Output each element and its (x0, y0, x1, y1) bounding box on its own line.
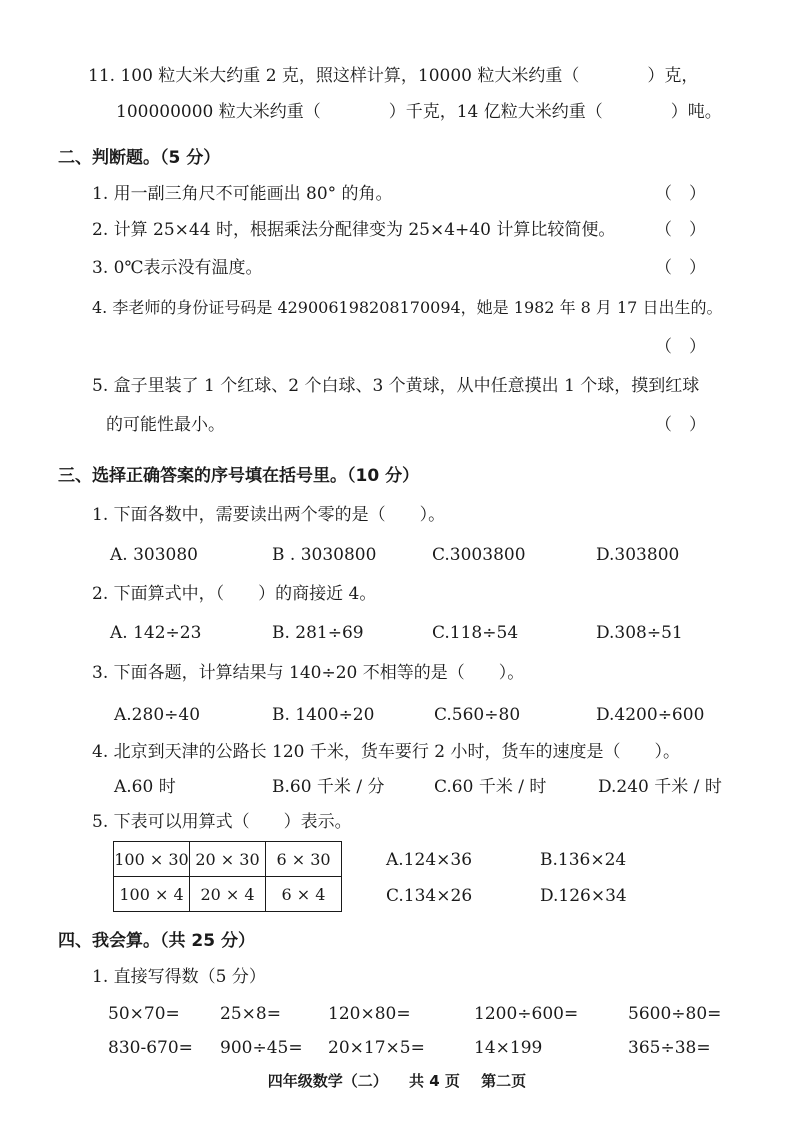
choice-q2-option-a[interactable]: A. 142÷23 (110, 623, 202, 643)
answer-paren-3[interactable]: （ ） (655, 258, 706, 278)
choice-q2-stem: 2. 下面算式中，（ ）的商接近 4。 (92, 584, 377, 604)
judge-item-4: 4. 李老师的身份证号码是 429006198208170094，她是 1982 年 8 月 17 日出生的。 (92, 298, 723, 317)
footer-page-number: 第二页 (481, 1072, 527, 1090)
choice-q4-option-c[interactable]: C.60 千米 / 时 (434, 777, 547, 797)
judge-item-5: 5. 盒子里装了 1 个红球、2 个白球、3 个黄球，从中任意摸出 1 个球，摸到红球 (92, 376, 700, 396)
choice-q4-option-d[interactable]: D.240 千米 / 时 (598, 777, 722, 797)
calc-item[interactable]: 14×199 (474, 1038, 543, 1058)
judge-item-3: 3. 0℃表示没有温度。 (92, 258, 263, 278)
footer-title: 四年级数学（二） (267, 1072, 388, 1090)
table-cell: 6 × 4 (266, 877, 342, 912)
choice-q3-option-a[interactable]: A.280÷40 (114, 705, 201, 725)
calc-item[interactable]: 900÷45= (220, 1038, 303, 1058)
choice-q5-option-a[interactable]: A.124×36 (386, 850, 473, 870)
page-footer (0, 1070, 794, 1091)
choice-q2-option-b[interactable]: B. 281÷69 (272, 623, 364, 643)
answer-paren-2[interactable]: （ ） (655, 220, 706, 240)
section-3-heading: 三、选择正确答案的序号填在括号里。（10 分） (58, 466, 420, 486)
choice-q5-option-c[interactable]: C.134×26 (386, 886, 473, 906)
choice-q5-stem: 5. 下表可以用算式（ ）表示。 (92, 812, 352, 832)
table-row (114, 877, 342, 912)
choice-q5-option-d[interactable]: D.126×34 (540, 886, 627, 906)
choice-q2-option-d[interactable]: D.308÷51 (596, 623, 683, 643)
question-11-line2: 100000000 粒大米约重（ ）千克，14 亿粒大米约重（ ）吨。 (116, 102, 722, 122)
section-4-subheading: 1. 直接写得数（5 分） (92, 967, 266, 987)
calc-item[interactable]: 25×8= (220, 1004, 281, 1024)
judge-item-1: 1. 用一副三角尺不可能画出 80° 的角。 (92, 184, 393, 204)
choice-q3-option-d[interactable]: D.4200÷600 (596, 705, 705, 725)
calc-item[interactable]: 20×17×5= (328, 1038, 425, 1058)
choice-q5-option-b[interactable]: B.136×24 (540, 850, 627, 870)
choice-q1-option-d[interactable]: D.303800 (596, 545, 680, 565)
choice-q3-option-c[interactable]: C.560÷80 (434, 705, 521, 725)
footer-total-pages: 共 4 页 (409, 1072, 460, 1090)
calc-item[interactable]: 120×80= (328, 1004, 411, 1024)
choice-q2-option-c[interactable]: C.118÷54 (432, 623, 519, 643)
section-2-heading: 二、判断题。（5 分） (58, 148, 221, 168)
answer-paren-1[interactable]: （ ） (655, 184, 706, 204)
calc-item[interactable]: 1200÷600= (474, 1004, 579, 1024)
choice-q3-stem: 3. 下面各题，计算结果与 140÷20 不相等的是（ ）。 (92, 663, 525, 683)
judge-item-2: 2. 计算 25×44 时，根据乘法分配律变为 25×4+40 计算比较简便。 (92, 220, 616, 240)
answer-paren-5[interactable]: （ ） (655, 415, 706, 435)
choice-q4-option-a[interactable]: A.60 时 (114, 777, 176, 797)
table-cell: 20 × 30 (190, 842, 266, 877)
calc-item[interactable]: 365÷38= (628, 1038, 711, 1058)
choice-q3-option-b[interactable]: B. 1400÷20 (272, 705, 375, 725)
table-cell: 6 × 30 (266, 842, 342, 877)
judge-item-5-continued: 的可能性最小。 (106, 415, 225, 435)
calc-item[interactable]: 830-670= (108, 1038, 193, 1058)
table-cell: 100 × 30 (114, 842, 190, 877)
calc-item[interactable]: 50×70= (108, 1004, 180, 1024)
choice-q1-option-a[interactable]: A. 303080 (110, 545, 198, 565)
table-cell: 20 × 4 (190, 877, 266, 912)
table-row (114, 842, 342, 877)
multiplication-grid-table (113, 841, 342, 912)
calc-item[interactable]: 5600÷80= (628, 1004, 722, 1024)
choice-q4-option-b[interactable]: B.60 千米 / 分 (272, 777, 385, 797)
table-cell: 100 × 4 (114, 877, 190, 912)
choice-q1-option-c[interactable]: C.3003800 (432, 545, 526, 565)
choice-q1-stem: 1. 下面各数中，需要读出两个零的是（ ）。 (92, 505, 446, 525)
answer-paren-4[interactable]: （ ） (655, 337, 706, 357)
choice-q4-stem: 4. 北京到天津的公路长 120 千米，货车要行 2 小时，货车的速度是（ ）。 (92, 742, 681, 762)
choice-q1-option-b[interactable]: B . 3030800 (272, 545, 377, 565)
section-4-heading: 四、我会算。（共 25 分） (58, 931, 255, 951)
question-11-line1: 11. 100 粒大米大约重 2 克，照这样计算，10000 粒大米约重（ ）克， (88, 66, 699, 86)
